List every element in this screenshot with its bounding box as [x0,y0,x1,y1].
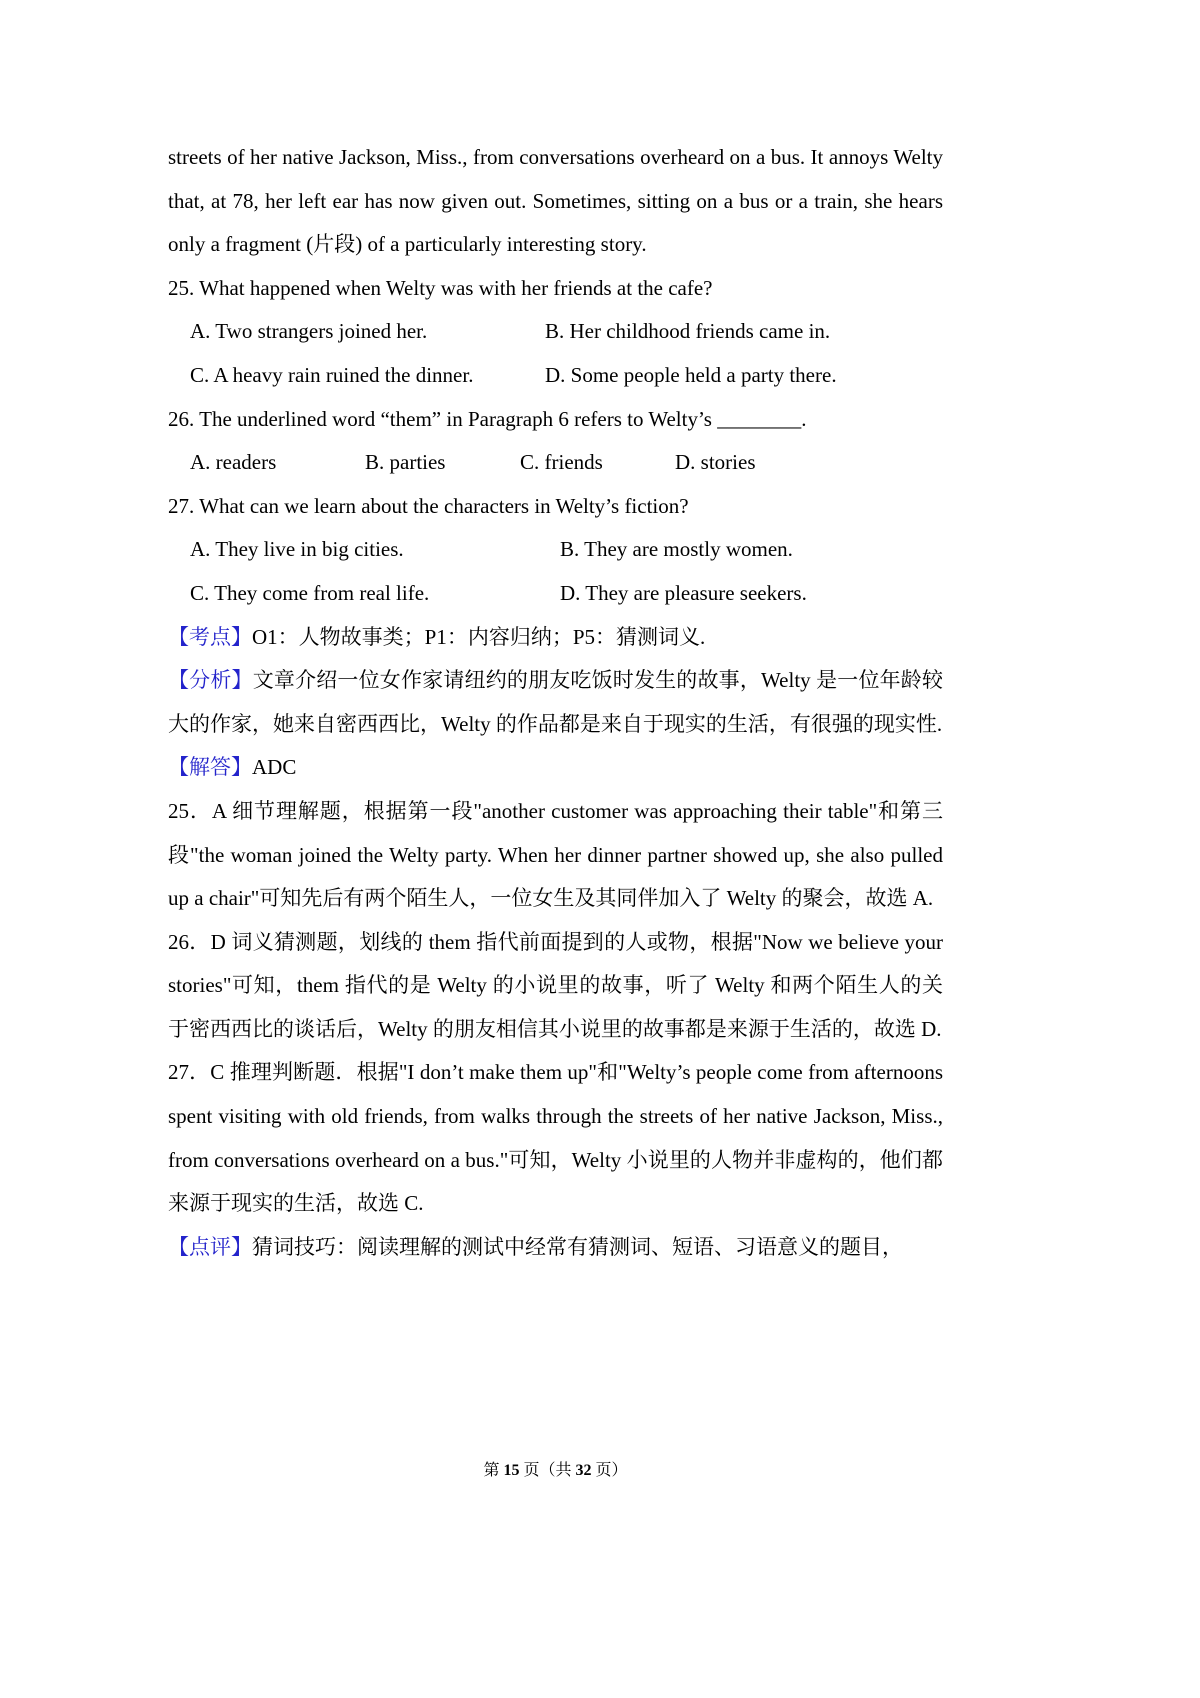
option-26-c: C. friends [520,450,603,475]
option-26-d: D. stories [675,450,756,475]
footer-prefix: 第 [483,1462,504,1479]
question-26-options-row [168,441,943,485]
page-footer [168,1460,943,1482]
option-25-d: D. Some people held a party there. [545,362,837,387]
comment-text: 猜词技巧：阅读理解的测试中经常有猜测词、短语、习语意义的题目， [252,1234,903,1259]
option-27-d: D. They are pleasure seekers. [560,580,807,605]
exam-point-paragraph [168,616,943,660]
option-26-b: B. parties [365,450,446,475]
option-27-c: C. They come from real life. [190,580,430,605]
page-content [168,136,943,1269]
question-27-stem: 27. What can we learn about the characters in Welty’s fiction? [168,493,689,518]
explanation-25-paragraph: 25．A 细节理解题，根据第一段"another customer was approaching their table"和第三段"the woman joined the Welty party. When her dinner partner showed up, she also pulled up a chair"可知先后有两个陌生人，一位女生及其同伴加入了 Welty 的聚会，故选 A. [168,798,943,911]
question-27-options-row-1 [168,528,943,572]
footer-total-pages: 32 [575,1462,592,1479]
footer-page-number: 15 [503,1462,520,1479]
comment-paragraph [168,1226,943,1270]
question-26-stem: 26. The underlined word “them” in Paragraph 6 refers to Welty’s ________. [168,406,807,431]
answer-tag: 【解答】 [168,755,252,780]
question-25-options-row-1 [168,310,943,354]
question-25-stem: 25. What happened when Welty was with her friends at the cafe? [168,275,713,300]
option-25-b: B. Her childhood friends came in. [545,319,831,344]
exam-point-tag: 【考点】 [168,624,252,649]
question-27-options-row-2 [168,572,943,616]
answer-paragraph [168,746,943,790]
option-27-b: B. They are mostly women. [560,537,793,562]
option-26-a: A. readers [190,450,277,475]
option-25-c: C. A heavy rain ruined the dinner. [190,362,474,387]
explanation-26-paragraph: 26．D 词义猜测题，划线的 them 指代前面提到的人或物，根据"Now we believe your stories"可知，them 指代的是 Welty 的小说里的故事，听了 Welty 和两个陌生人的关于密西西比的谈话后，Welty 的朋友相信其小说里的故事都是来源于生活的，故选 D. [168,929,943,1041]
footer-suffix: 页） [591,1462,628,1479]
passage-paragraph: streets of her native Jackson, Miss., from conversations overheard on a bus. It annoys Welty that, at 78, her left ear has now given out. Sometimes, sitting on a bus or a train, she hears only a fragment (片段) of a particularly interesting story. [168,145,943,257]
answer-text: ADC [252,755,297,780]
analysis-text: 文章介绍一位女作家请纽约的朋友吃饭时发生的故事，Welty 是一位年龄较大的作家，她来自密西西比，Welty 的作品都是来自于现实的生活，有很强的现实性. [168,668,943,736]
analysis-paragraph [168,659,943,746]
analysis-tag: 【分析】 [168,668,253,693]
explanation-27-paragraph: 27．C 推理判断题．根据"I don’t make them up"和"Welty’s people come from afternoons spent visiting with old friends, from walks through the streets of her native Jackson, Miss., from conversations overheard on a bus."可知，Welty 小说里的人物并非虚构的，他们都来源于现实的生活，故选 C. [168,1060,943,1216]
comment-tag: 【点评】 [168,1234,252,1259]
exam-point-text: O1：人物故事类；P1：内容归纳；P5：猜测词义. [252,624,706,649]
option-25-a: A. Two strangers joined her. [190,319,428,344]
footer-middle: 页（共 [519,1462,576,1479]
option-27-a: A. They live in big cities. [190,537,404,562]
question-25-options-row-2 [168,354,943,398]
